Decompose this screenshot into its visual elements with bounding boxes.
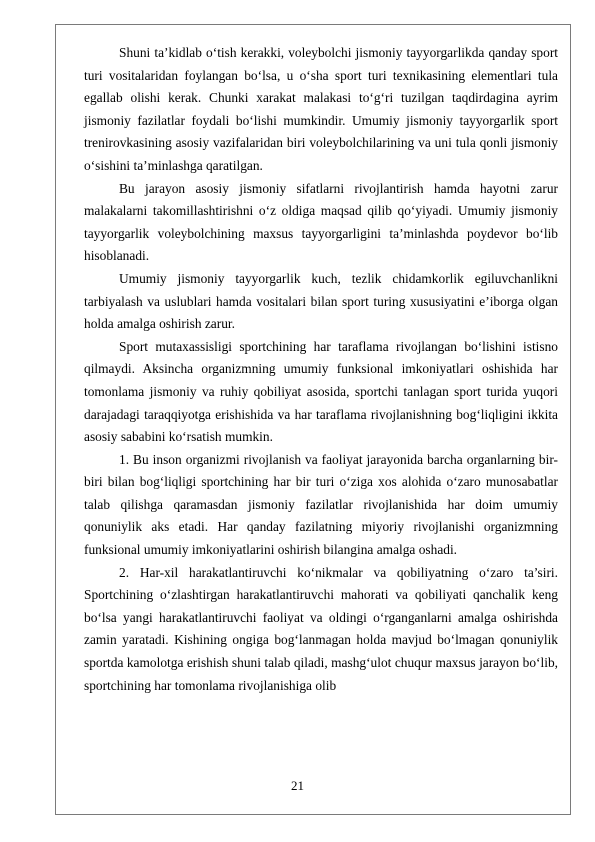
document-body [84,42,558,697]
paragraph-3: Umumiy jismoniy tayyorgarlik kuch, tezlik chidamkorlik egiluvchanlikni tarbiyalash va uslublari hamda vositalari bilan sport turing xususiyatini e’iborga olgan holda amalga oshirish zarur. [84,270,558,332]
paragraph-2: Bu jarayon asosiy jismoniy sifatlarni rivojlantirish hamda hayotni zarur malakalarni takomillashtirishni o‘z oldiga maqsad qilib qo‘yiyadi. Umumiy jismoniy tayyorgarlik voleybolchining maxsus tayyorgarligini ta’minlashda poydevor bo‘lib hisoblanadi. [84,180,558,264]
paragraph-5: 1. Bu inson organizmi rivojlanish va faoliyat jarayonida barcha organlarning bir-biri bilan bog‘liqligi sportchining har bir turi o‘ziga xos alohida o‘zaro munosabatlar talab qilishga qaramasdan jismoniy fazilatlar rivojlanishida har doim umumiy qonuniylik aks etadi. Har qanday fazilatning miyoriy rivojlanishi organizmning funksional umumiy imkoniyatlarini oshirish bilangina amalga oshadi. [84,451,558,558]
paragraph-4: Sport mutaxassisligi sportchining har taraflama rivojlangan bo‘lishini istisno qilmaydi. Aksincha organizmning umumiy funksional imkoniyatlari oshishida har tomonlama jismoniy va ruhiy qobiliyat asosida, sportchi tanlagan sport turida yuqori darajadagi taraqqiyotga erishishida va har taraflama rivojlanishning bog‘liqligini ikkita asosiy sababini ko‘rsatish mumkin. [84,338,558,445]
page-number: 21 [291,778,304,793]
paragraph-1: Shuni ta’kidlab o‘tish kerakki, voleybolchi jismoniy tayyorgarlikda qanday sport turi vositalaridan foylangan bo‘lsa, u o‘sha sport turi texnikasining elementlari tula egallab olishi kerak. Chunki xarakat malakasi to‘g‘ri tuzilgan taqdirdagina ayrim jismoniy fazilatlar foydali bo‘lishi mumkindir. Umumiy jismoniy tayyorgarlik sport trenirovkasining asosiy vazifalaridan biri voleybolchilarining va uni tula qonli jismoniy o‘sishini ta’minlashga qaratilgan. [84,45,558,173]
paragraph-6: 2. Har-xil harakatlantiruvchi ko‘nikmalar va qobiliyatning o‘zaro ta’siri. Sportchining o‘zlashtirgan harakatlantiruvchi mahorati va qobiliyati qanchalik keng bo‘lsa yangi harakatlantiruvchi faoliyat va oldingi o‘rganganlarni amalga oshirishda zamin yaratadi. Kishining ongiga bog‘lanmagan holda mavjud bo‘lmagan qonuniylik sportda kamolotga erishish shuni talab qiladi, mashg‘ulot chuqur maxsus jarayon bo‘lib, sportchining har tomonlama rivojlanishiga olib [84,564,558,693]
